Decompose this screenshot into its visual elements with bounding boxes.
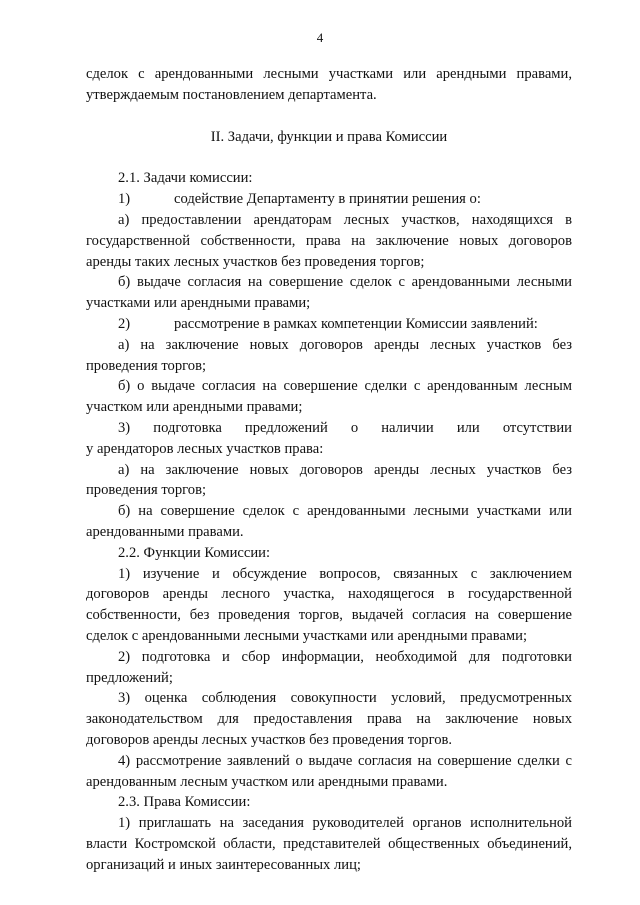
task-item-2a: а) на заключение новых договоров аренды лесных участков без проведения торгов; bbox=[86, 336, 572, 374]
spacer bbox=[86, 147, 572, 168]
word: предложений bbox=[244, 419, 328, 436]
function-item-1: 1) изучение и обсуждение вопросов, связанных с заключением договоров аренды лесного участка, находящегося в государственной собственности, без проведения торгов, выдачей согласия на совершение сделок с арендованными лесными участками или арендными правами; bbox=[86, 565, 572, 644]
task-item-3 bbox=[86, 418, 572, 439]
function-item-4: 4) рассмотрение заявлений о выдаче согласия на совершение сделки с арендованным лесным участком или арендными правами. bbox=[86, 752, 572, 790]
task-item-3a: а) на заключение новых договоров аренды лесных участков без проведения торгов; bbox=[86, 461, 572, 499]
word: 3) bbox=[118, 419, 131, 436]
document-body bbox=[86, 64, 572, 875]
task-item-1 bbox=[86, 189, 572, 210]
word: о bbox=[350, 419, 359, 436]
subsection-2-3-title: 2.3. Права Комиссии: bbox=[118, 794, 251, 811]
rights-item-1: 1) приглашать на заседания руководителей органов исполнительной власти Костромской области, представителей общественных объединений, организаций и иных заинтересованных лиц; bbox=[86, 815, 572, 873]
task-item-3-continuation: у арендаторов лесных участков права: bbox=[86, 440, 324, 457]
subsection-2-2-title: 2.2. Функции Комиссии: bbox=[118, 544, 271, 561]
task-item-2 bbox=[86, 314, 572, 335]
word: наличии bbox=[381, 419, 434, 436]
item-number: 1) bbox=[118, 191, 131, 208]
word: подготовка bbox=[153, 419, 222, 436]
task-item-1b: б) выдаче согласия на совершение сделок с арендованными лесными участками или арендными правами; bbox=[86, 274, 572, 312]
function-item-3: 3) оценка соблюдения совокупности условий, предусмотренных законодательством для предоставления права на заключение новых договоров аренды лесных участков без проведения торгов. bbox=[86, 690, 572, 748]
page-number: 4 bbox=[316, 30, 324, 45]
item-number: 2) bbox=[118, 315, 131, 332]
subsection-2-1-title: 2.1. Задачи комиссии: bbox=[118, 170, 253, 187]
task-item-2b: б) о выдаче согласия на совершение сделки с арендованным лесным участком или арендными правами; bbox=[86, 378, 572, 416]
item-text: содействие Департаменту в принятии решения о: bbox=[174, 191, 481, 208]
word: или bbox=[456, 419, 480, 436]
function-item-2: 2) подготовка и сбор информации, необходимой для подготовки предложений; bbox=[86, 648, 572, 686]
item-text: рассмотрение в рамках компетенции Комиссии заявлений: bbox=[174, 315, 538, 332]
task-item-3b: б) на совершение сделок с арендованными лесными участками или арендованными правами. bbox=[86, 503, 572, 540]
word: отсутствии bbox=[502, 419, 572, 436]
spacer bbox=[86, 106, 572, 127]
section-heading: II. Задачи, функции и права Комиссии bbox=[210, 128, 448, 145]
task-item-1a: а) предоставлении арендаторам лесных участков, находящихся в государственной собственности, права на заключение новых договоров аренды таких лесных участков без проведения торгов; bbox=[86, 211, 572, 270]
paragraph-continuation: сделок с арендованными лесными участками или арендными правами, утверждаемым постановлением департамента. bbox=[86, 66, 572, 103]
